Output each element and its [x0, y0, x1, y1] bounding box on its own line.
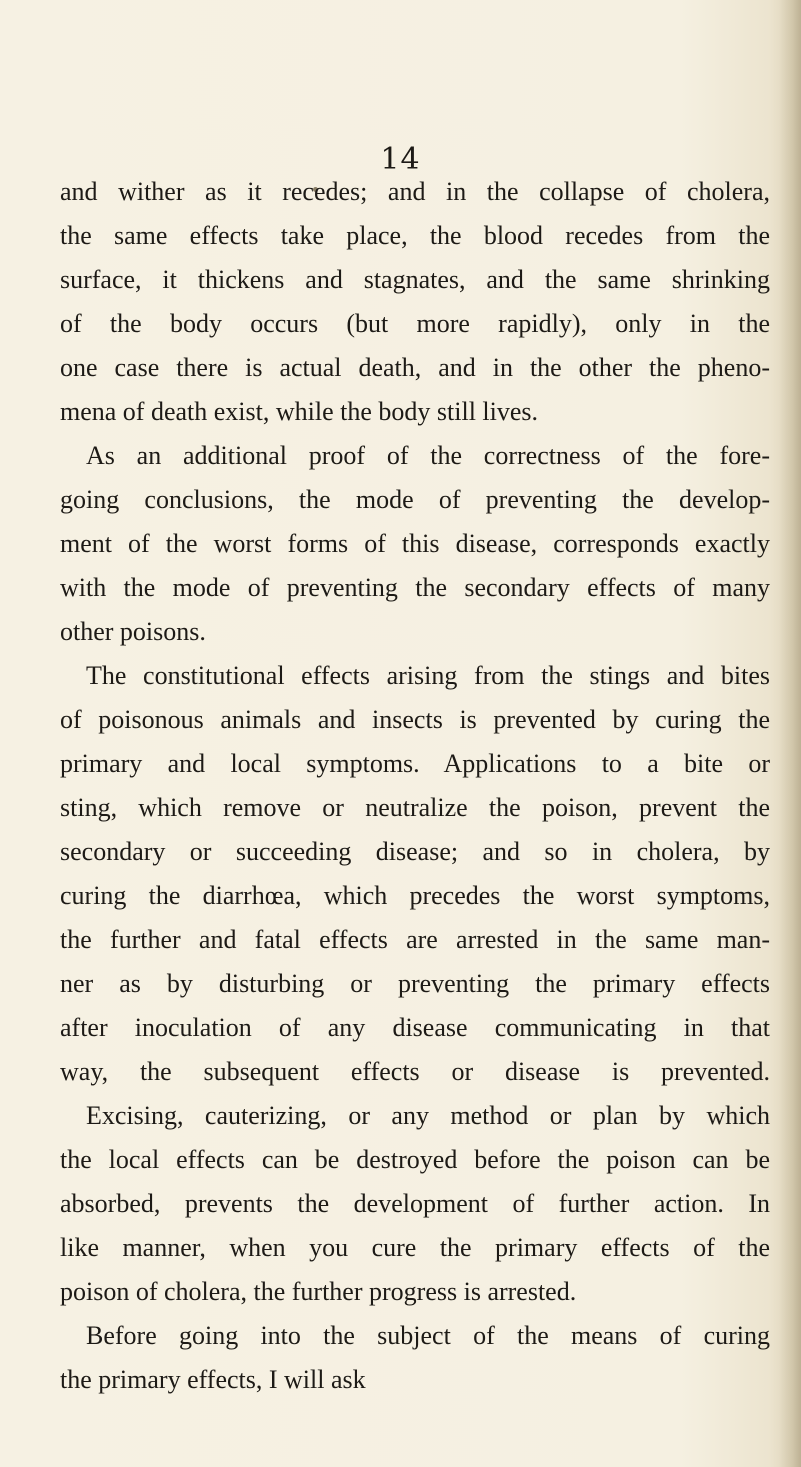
text-line: going conclusions, the mode of preventing the develop-: [60, 485, 770, 514]
text-line: after inoculation of any disease communicating in that: [60, 1013, 770, 1042]
text-line: curing the diarrhœa, which precedes the worst symptoms,: [60, 881, 770, 910]
text-line: the further and fatal effects are arrested in the same man-: [60, 925, 770, 954]
text-line: Before going into the subject of the means of curing: [86, 1321, 770, 1350]
text-line: other poisons.: [60, 617, 206, 646]
text-line: surface, it thickens and stagnates, and the same shrinking: [60, 265, 770, 294]
text-line: the same effects take place, the blood recedes from the: [60, 221, 770, 250]
text-line: of poisonous animals and insects is prevented by curing the: [60, 705, 770, 734]
text-line: the primary effects, I will ask: [60, 1365, 366, 1394]
text-line: way, the subsequent effects or disease is prevented.: [60, 1057, 770, 1086]
text-line: As an additional proof of the correctness of the fore-: [86, 441, 770, 470]
text-line: one case there is actual death, and in the other the pheno-: [60, 353, 770, 382]
page-number: 14: [380, 142, 421, 177]
text-line: secondary or succeeding disease; and so in cholera, by: [60, 837, 770, 866]
text-line: The constitutional effects arising from the stings and bites: [86, 661, 770, 690]
text-line: of the body occurs (but more rapidly), only in the: [60, 309, 770, 338]
text-line: ner as by disturbing or preventing the primary effects: [60, 969, 770, 998]
text-line: primary and local symptoms. Applications to a bite or: [60, 749, 770, 778]
text-line: with the mode of preventing the secondary effects of many: [60, 573, 770, 602]
text-line: sting, which remove or neutralize the poison, prevent the: [60, 793, 770, 822]
text-line: absorbed, prevents the development of further action. In: [60, 1189, 770, 1218]
text-line: ment of the worst forms of this disease, corresponds exactly: [60, 529, 770, 558]
text-line: mena of death exist, while the body still lives.: [60, 397, 539, 426]
body-text: [60, 170, 770, 1402]
text-line: like manner, when you cure the primary effects of the: [60, 1233, 770, 1262]
page-edge-shadow: [779, 0, 801, 1467]
text-line: the local effects can be destroyed before the poison can be: [60, 1145, 770, 1174]
text-line: and wither as it recedes; and in the collapse of cholera,: [60, 177, 770, 206]
text-line: Excising, cauterizing, or any method or plan by which: [86, 1101, 770, 1130]
text-line: poison of cholera, the further progress is arrested.: [60, 1277, 577, 1306]
